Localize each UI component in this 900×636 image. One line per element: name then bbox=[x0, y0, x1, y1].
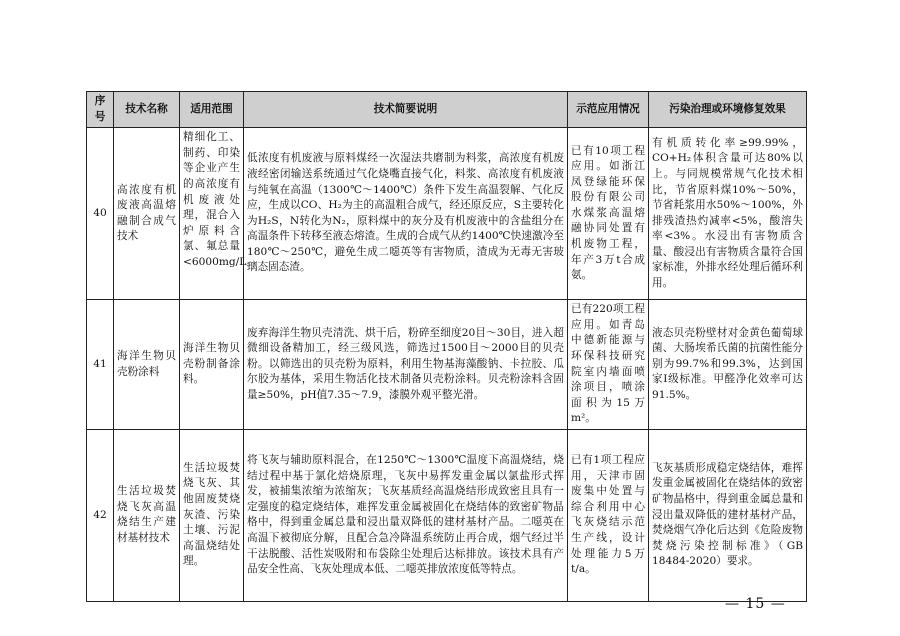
row-no: 40 bbox=[87, 128, 114, 300]
row-demo: 已有220项工程应用。如青岛中德新能源与环保科技研究院室内墙面喷涂项目，喷涂面积为15万m²。 bbox=[568, 300, 649, 430]
row-demo: 已有1项工程应用，天津市固废集中处置与综合利用中心飞灰烧结示范生产线，设计处理能力5万t/a。 bbox=[568, 429, 649, 601]
row-name: 海洋生物贝壳粉涂料 bbox=[114, 300, 180, 430]
row-effect: 飞灰基质形成稳定烧结体，难挥发重金属被固化在烧结体的致密矿物晶格中，得到重金属总量和浸出量双降低的建材基材产品，焚烧烟气净化后达到《危险废物焚烧污染控制标准》（GB 18484-2020）要求。 bbox=[649, 429, 807, 601]
header-name: 技术名称 bbox=[114, 92, 180, 128]
row-demo: 已有10项工程应用。如浙江凤登绿能环保股份有限公司水煤浆高温熔融协同处置有机废物工程，年产3万t合成氨。 bbox=[568, 128, 649, 300]
table-row bbox=[87, 128, 807, 300]
page-number: — 15 — bbox=[725, 596, 786, 612]
table-row bbox=[87, 300, 807, 430]
table-header-row bbox=[87, 92, 807, 128]
row-effect: 有机质转化率≥99.99%，CO+H₂体积含量可达80%以上。与同规模常规气化技术相比，节省原料煤10%～50%，节省耗浆用水50%～100%，外排残渣热灼减率<5%，酸溶失率<3%。水浸出有害物质含量、酸浸出有害物质含量符合国家标准，外排水经处理后循环利用。 bbox=[649, 128, 807, 300]
row-no: 41 bbox=[87, 300, 114, 430]
header-demo: 示范应用情况 bbox=[568, 92, 649, 128]
header-scope: 适用范围 bbox=[180, 92, 244, 128]
header-effect: 污染治理或环境修复效果 bbox=[649, 92, 807, 128]
row-effect: 液态贝壳粉壁材对金黄色葡萄球菌、大肠埃希氏菌的抗菌性能分别为99.7%和99.3%，达到国家Ⅰ级标准。甲醛净化效率可达91.5%。 bbox=[649, 300, 807, 430]
row-no: 42 bbox=[87, 429, 114, 601]
header-no: 序号 bbox=[87, 92, 114, 128]
header-desc: 技术简要说明 bbox=[244, 92, 568, 128]
technology-table bbox=[86, 91, 807, 602]
row-scope: 生活垃圾焚烧飞灰、其他固废焚烧灰渣、污染土壤、污泥高温烧结处理。 bbox=[180, 429, 244, 601]
table-row bbox=[87, 429, 807, 601]
row-desc: 将飞灰与辅助原料混合，在1250℃～1300℃温度下高温烧结，烧结过程中基于氯化焙烧原理，飞灰中易挥发重金属以氯盐形式挥发，被捕集浓缩为浓缩灰；飞灰基质经高温烧结形成致密且具有一定强度的稳定烧结体，难挥发重金属被固化在烧结体的致密矿物晶格中，得到重金属总量和浸出量双降低的建材基材产品。二噁英在高温下被彻底分解，且配合急冷降温系统防止再合成，烟气经过半干法脱酸、活性炭吸附和布袋除尘处理后达标排放。该技术具有产品安全性高、飞灰处理成本低、二噁英排放浓度低等特点。 bbox=[244, 429, 568, 601]
row-desc: 低浓度有机废液与原料煤经一次湿法共磨制为料浆，高浓度有机废液经密闭输送系统通过气化烧嘴直接气化，料浆、高浓度有机废液与纯氧在高温（1300℃～1400℃）条件下发生高温裂解、气化反应，生成以CO、H₂为主的高温粗合成气，经还原反应，S主要转化为H₂S，N转化为N₂，原料煤中的灰分及有机废液中的含盐组分在高温条件下转移至液态熔渣。生成的合成气从约1400℃快速激冷至180℃～250℃，避免生成二噁英等有害物质，渣成为无毒无害玻璃态固态渣。 bbox=[244, 128, 568, 300]
row-scope: 海洋生物贝壳粉制备涂料。 bbox=[180, 300, 244, 430]
row-name: 高浓度有机废液高温熔融制合成气技术 bbox=[114, 128, 180, 300]
row-scope: 精细化工、制药、印染等企业产生的高浓度有机废液处理，混合入炉原料含氯、氟总量<6000mg/L。 bbox=[180, 128, 244, 300]
row-name: 生活垃圾焚烧飞灰高温烧结生产建材基材技术 bbox=[114, 429, 180, 601]
row-desc: 废弃海洋生物贝壳清洗、烘干后，粉碎至细度20目～30目，进入超微细设备精加工，经三级风选，筛选过1500目～2000目的贝壳粉。以筛选出的贝壳粉为原料，利用生物基海藻酸钠、卡拉胶、瓜尔胶为基体，采用生物活化技术制备贝壳粉涂料。贝壳粉涂料含固量≥50%，pH值7.35～7.9，漆膜外观平整光滑。 bbox=[244, 300, 568, 430]
